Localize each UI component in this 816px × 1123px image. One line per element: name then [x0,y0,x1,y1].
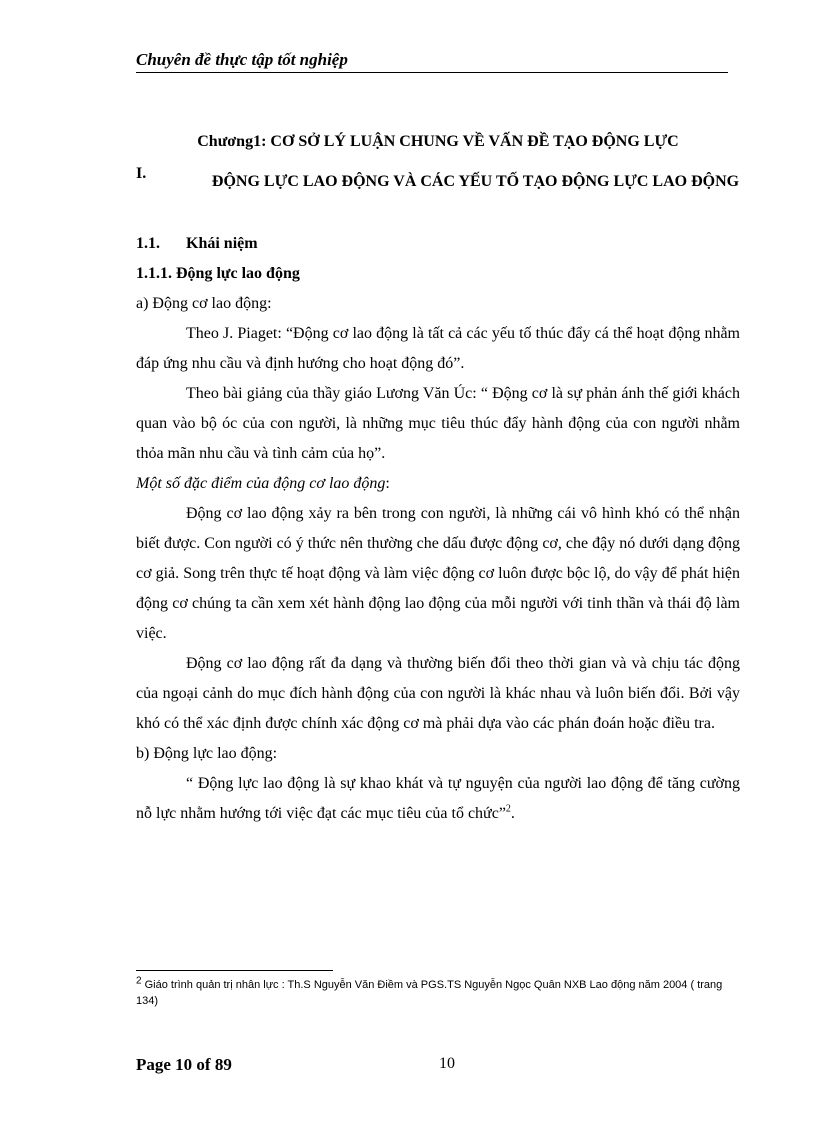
footnote-marker: 2 [136,975,142,987]
footnote-reference[interactable]: 2 [505,803,511,815]
item-a-label: a) Động cơ lao động: [136,295,272,312]
characteristics-heading-text: Một số đặc điểm của động cơ lao động [136,475,386,492]
characteristics-heading [136,469,740,499]
subsection-heading [136,229,740,259]
section-number: I. [136,165,147,182]
subsubsection-heading: 1.1.1. Động lực lao động [136,265,300,282]
definition-end: . [510,805,515,822]
page-header [136,50,728,73]
characteristics-heading-colon: : [385,475,390,492]
paragraph-piaget: Theo J. Piaget: “Động cơ lao động là tất cả các yếu tố thúc đẩy cá thể hoạt động nhằm đáp ứng nhu cầu và định hướng cho hoạt động đó”. [136,325,740,372]
paragraph-motive-internal: Động cơ lao động xảy ra bên trong con người, là những cái vô hình khó có thể nhận biết được. Con người có ý thức nên thường che dấu được động cơ, che đậy nó dưới dạng động cơ giả. Song trên thực tế hoạt động và làm việc động cơ luôn được bộc lộ, do vậy để phát hiện động cơ chúng ta cần xem xét hành động lao động của mỗi người với tinh thần và thái độ làm việc. [136,505,740,642]
footer-page-number: 10 [439,1055,455,1072]
chapter-title: Chương1: CƠ SỞ LÝ LUẬN CHUNG VỀ VẤN ĐỀ TẠO ĐỘNG LỰC [197,133,679,150]
paragraph-motivation-definition [136,769,740,829]
footnote [136,977,742,1009]
document-body [136,229,740,829]
paragraph-luong-van-uc: Theo bài giảng của thầy giáo Lương Văn Úc: “ Động cơ là sự phản ánh thế giới khách quan vào bộ óc của con người, là những mục tiêu thúc đẩy hành động của con người nhằm thỏa mãn nhu cầu và tình cảm của họ”. [136,385,740,462]
header-title: Chuyên đề thực tập tốt nghiệp [136,50,348,69]
section-title: ĐỘNG LỰC LAO ĐỘNG VÀ CÁC YẾU TỐ TẠO ĐỘNG LỰC LAO ĐỘNG [211,173,740,190]
motivation-definition-text: “ Động lực lao động là sự khao khát và tự nguyện của người lao động để tăng cường nỗ lực nhằm hướng tới việc đạt các mục tiêu của tổ chức” [136,775,740,822]
footnote-separator [136,970,333,971]
subsection-title: Khái niệm [186,235,258,252]
subsection-number: 1.1. [136,235,160,252]
footnote-text: Giáo trình quản trị nhân lực : Th.S Nguyễn Văn Điềm và PGS.TS Nguyễn Ngọc Quân NXB Lao động năm 2004 ( trang 134) [136,979,723,1007]
paragraph-motive-diverse: Động cơ lao động rất đa dạng và thường biến đổi theo thời gian và và chịu tác động của ngoại cảnh do mục đích hành động của con người là khác nhau và luôn biến đổi. Bởi vậy khó có thể xác định được chính xác động cơ mà phải dựa vào các phán đoán hoặc điều tra. [136,655,740,732]
item-b-label: b) Động lực lao động: [136,745,278,762]
footer-page-label: Page 10 of 89 [136,1055,232,1074]
